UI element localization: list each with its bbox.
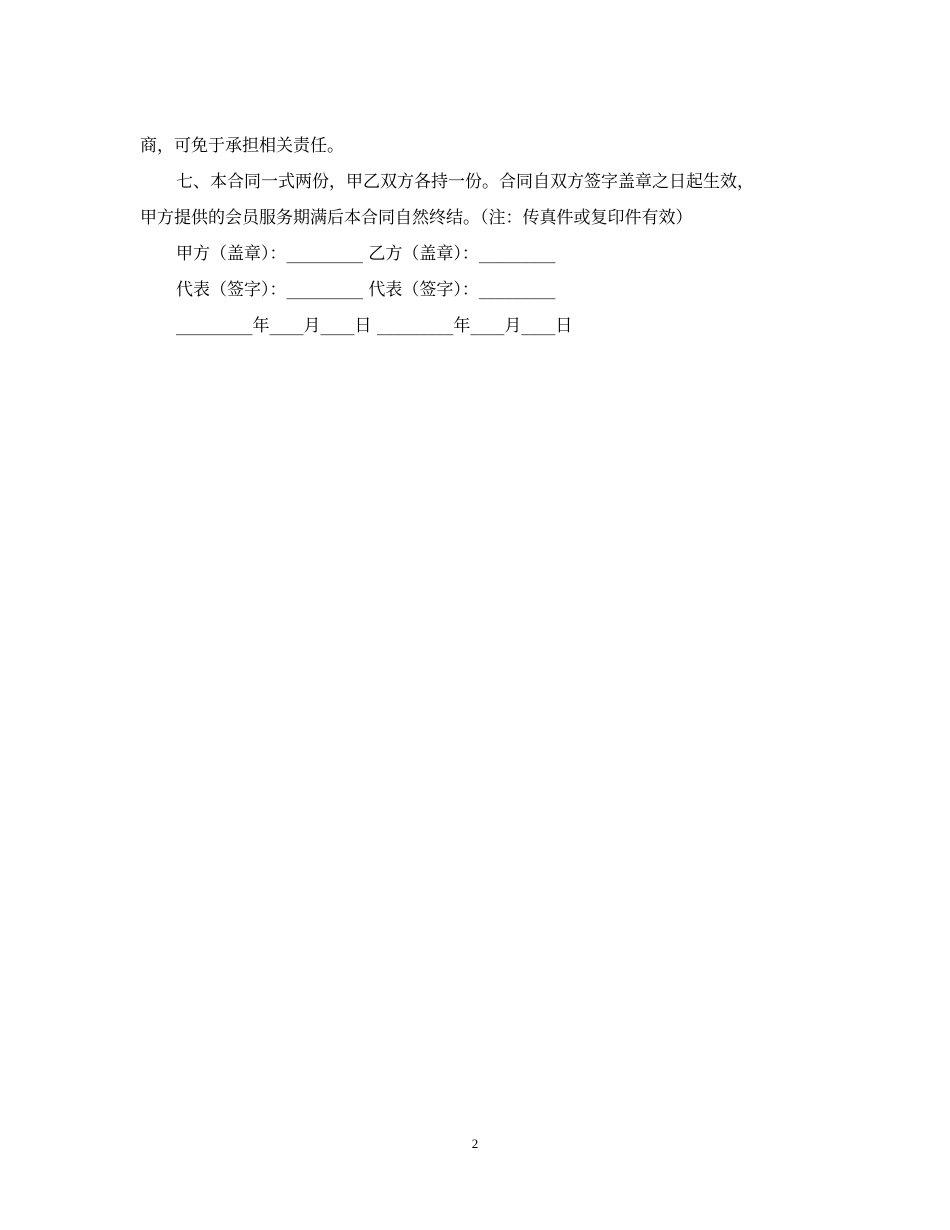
paragraph-line-3: 甲方提供的会员服务期满后本合同自然终结。（注：传真件或复印件有效）: [140, 208, 693, 228]
page-number: 2: [471, 1136, 479, 1151]
signature-representative-line: 代表（签字）：_________ 代表（签字）：_________: [176, 280, 556, 300]
paragraph-line-1: 商，可免于承担相关责任。: [140, 136, 344, 156]
signature-seal-line: 甲方（盖章）：_________ 乙方（盖章）：_________: [176, 244, 556, 264]
signature-date-line: _________年____月____日 _________年____月____日: [176, 316, 573, 336]
document-body: [140, 128, 820, 344]
paragraph-line-2: 七、本合同一式两份，甲乙双方各持一份。合同自双方签字盖章之日起生效，: [176, 172, 754, 192]
